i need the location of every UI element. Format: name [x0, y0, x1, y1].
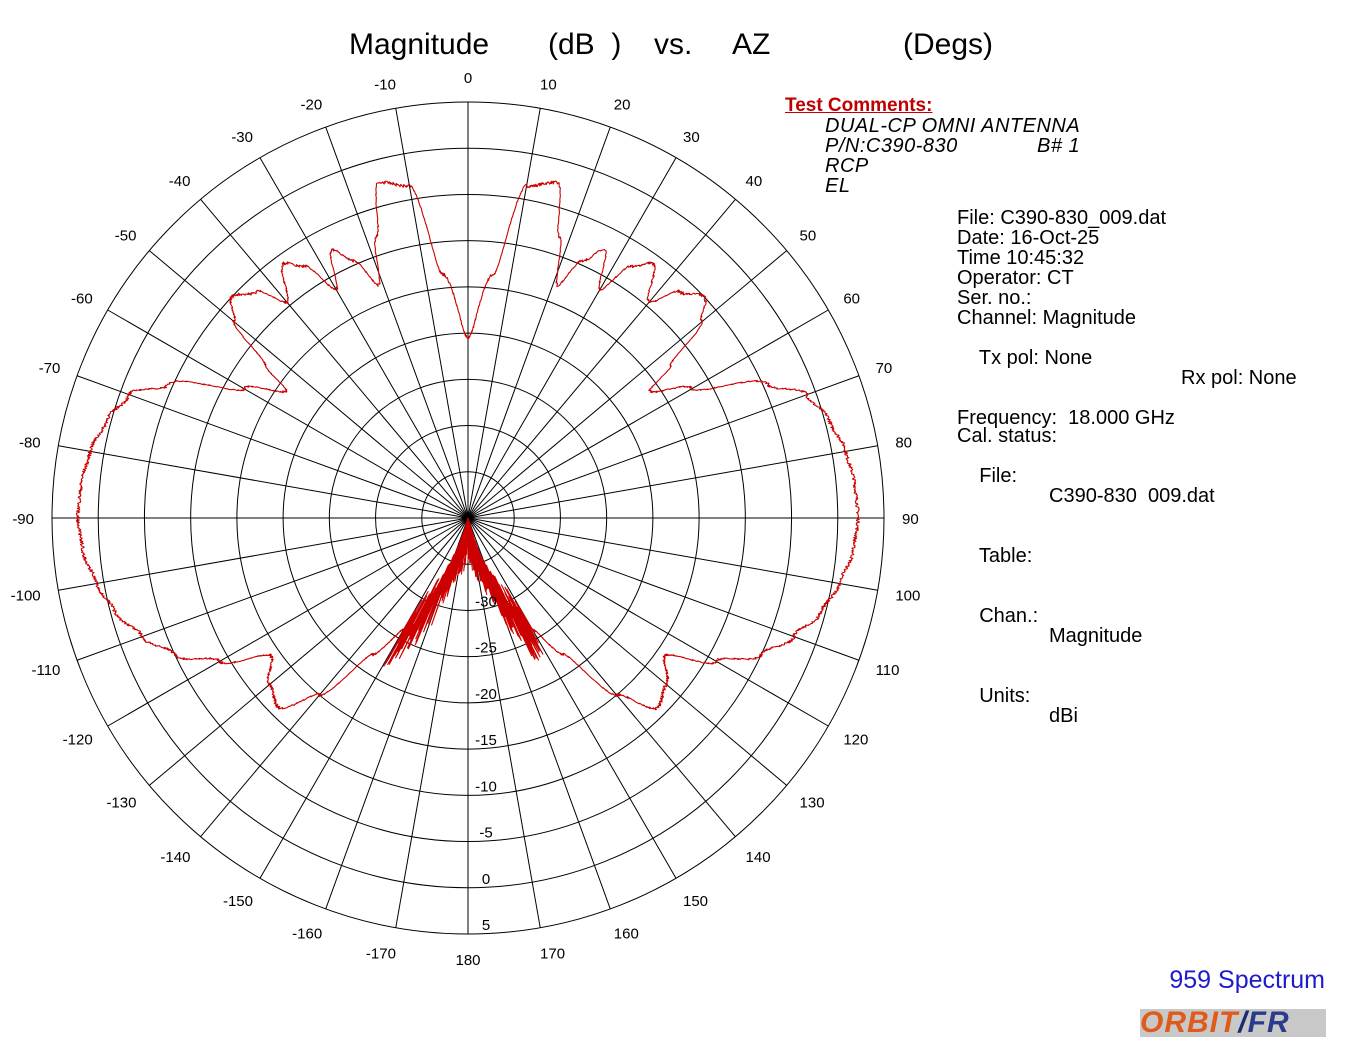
- info-time: Time 10:45:32: [957, 247, 1085, 269]
- cal-units-row: [957, 666, 1078, 746]
- cal-file-row: [957, 446, 1215, 526]
- angle-tick-label: 70: [875, 360, 893, 378]
- angle-tick-label: -160: [292, 925, 323, 943]
- angle-tick-label: -130: [106, 794, 137, 812]
- info-serial: Ser. no.:: [957, 287, 1032, 309]
- angle-tick-label: 40: [745, 173, 763, 191]
- angle-tick-label: 90: [902, 511, 919, 528]
- radial-tick-label: 0: [481, 870, 491, 888]
- angle-tick-label: 60: [843, 290, 861, 308]
- title-axis: AZ: [732, 28, 771, 61]
- info-tx-pol: Tx pol: None: [978, 347, 1093, 369]
- comment-line-antenna: DUAL-CP OMNI ANTENNA: [825, 115, 1081, 137]
- angle-tick-label: -110: [31, 661, 61, 679]
- cal-file-value: C390-830 009.dat: [1049, 485, 1215, 507]
- comment-line-part: [785, 136, 1080, 156]
- cal-units-value: dBi: [1049, 705, 1078, 727]
- cal-units-label: Units:: [979, 685, 1031, 707]
- logo-orbit: ORBIT: [1140, 1009, 1239, 1037]
- info-operator: Operator: CT: [957, 267, 1074, 289]
- radial-tick-label: -5: [479, 824, 493, 842]
- info-file: File: C390-830_009.dat: [957, 207, 1167, 229]
- info-date: Date: 16-Oct-25: [957, 227, 1100, 249]
- angle-tick-label: 100: [895, 587, 921, 605]
- title-axis-unit: (Degs): [903, 28, 994, 61]
- angle-tick-label: -10: [374, 76, 396, 94]
- radial-tick-label: 5: [481, 917, 491, 934]
- angle-tick-label: 0: [463, 70, 473, 87]
- logo-slash: /: [1238, 1009, 1248, 1037]
- brand-label: 959 Spectrum: [1169, 966, 1325, 994]
- info-frequency: Frequency: 18.000 GHz: [957, 407, 1175, 429]
- info-polarization: [957, 328, 1297, 408]
- radial-tick-label: -10: [475, 778, 497, 796]
- grid-spoke: [58, 518, 468, 590]
- angle-tick-label: 110: [875, 661, 900, 679]
- comment-part-number: P/N:C390-830: [825, 135, 958, 157]
- title-versus: vs.: [654, 28, 693, 61]
- angle-tick-label: -60: [70, 290, 93, 308]
- angle-tick-label: -50: [114, 227, 137, 245]
- title-quantity: Magnitude: [349, 28, 490, 61]
- calibration-info: [957, 425, 1215, 746]
- cal-status: Cal. status:: [957, 425, 1058, 447]
- test-comments: [785, 96, 1080, 196]
- angle-tick-label: 50: [799, 227, 817, 245]
- radial-tick-label: -20: [475, 685, 497, 703]
- grid-spoke: [396, 108, 468, 518]
- grid-spoke: [468, 518, 878, 590]
- angle-tick-label: 80: [895, 434, 913, 452]
- angle-tick-label: -120: [62, 731, 93, 749]
- angle-tick-label: -30: [231, 129, 253, 147]
- angle-tick-label: 160: [613, 925, 639, 943]
- title-unit: (dB ): [548, 28, 622, 61]
- comment-board-number: B# 1: [1037, 135, 1081, 157]
- info-rx-pol: Rx pol: None: [1181, 367, 1297, 389]
- grid-spoke: [468, 518, 540, 928]
- angle-tick-label: 170: [540, 945, 566, 963]
- orbit-fr-logo: [1140, 1009, 1326, 1037]
- angle-tick-label: 130: [799, 794, 825, 812]
- cal-table-label: Table:: [978, 545, 1033, 567]
- angle-tick-label: 120: [843, 731, 869, 749]
- grid-spoke: [58, 446, 468, 518]
- grid-spoke: [396, 518, 468, 928]
- angle-tick-label: -80: [18, 434, 41, 452]
- grid-spoke: [468, 108, 540, 518]
- comment-line-cut: EL: [825, 175, 851, 197]
- angle-tick-label: 180: [455, 952, 481, 969]
- angle-tick-label: 140: [745, 848, 771, 866]
- angle-tick-label: 30: [683, 129, 700, 147]
- angle-tick-label: -100: [10, 587, 41, 605]
- grid-spoke: [468, 446, 878, 518]
- comment-line-polarization: RCP: [825, 155, 869, 177]
- angle-tick-label: 150: [683, 892, 709, 910]
- measurement-info: [957, 207, 1297, 429]
- angle-tick-label: -70: [38, 360, 61, 378]
- angle-tick-label: -40: [168, 173, 191, 191]
- angle-tick-label: -150: [222, 892, 253, 910]
- test-comments-heading: Test Comments:: [785, 95, 933, 116]
- cal-chan-value: Magnitude: [1049, 625, 1143, 647]
- cal-chan-row: [957, 586, 1143, 666]
- angle-tick-label: 10: [540, 76, 557, 94]
- cal-chan-label: Chan.:: [979, 605, 1039, 627]
- angle-tick-label: -20: [300, 96, 323, 114]
- angle-tick-label: -170: [365, 945, 396, 963]
- cal-table-row: [957, 526, 1057, 586]
- angle-tick-label: -140: [160, 848, 191, 866]
- radial-tick-label: -30: [475, 593, 497, 611]
- logo-fr: FR: [1247, 1009, 1290, 1037]
- radial-tick-labels: [475, 593, 497, 934]
- radial-tick-label: -15: [475, 732, 497, 750]
- cal-file-label: File:: [979, 465, 1018, 487]
- info-channel: Channel: Magnitude: [957, 307, 1137, 329]
- radial-tick-label: -25: [475, 639, 497, 657]
- angle-tick-label: 20: [613, 96, 631, 114]
- angle-tick-label: -90: [12, 511, 34, 528]
